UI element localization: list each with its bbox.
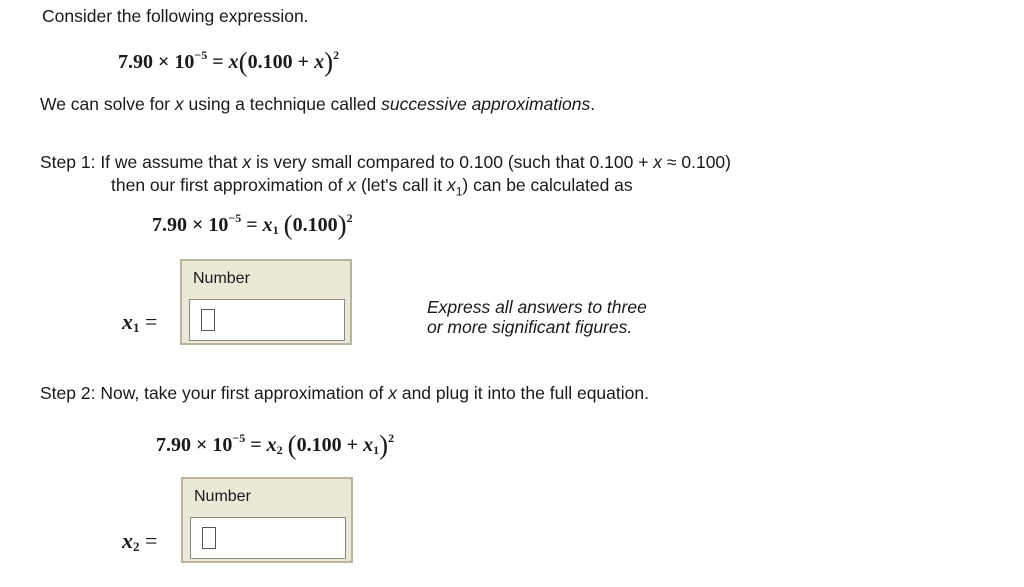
step2-text: Step 2: Now, take your first approximation of x and plug it into the full equation. xyxy=(40,383,649,403)
x1-answer-panel xyxy=(180,259,352,345)
input-cursor-icon xyxy=(202,527,216,549)
sig-figs-note: Express all answers to three or more significant figures. xyxy=(427,297,647,337)
method-text: We can solve for x using a technique called successive approximations. xyxy=(40,94,596,114)
step1-equation: $7.90 \times 10^{-5} = x_1$ $(0.100)^2$ xyxy=(152,210,353,240)
step1-text-line2: then our first approximation of x (let's call it $x_1$) can be calculated as xyxy=(111,175,633,199)
step1-text-line1: Step 1: If we assume that x is very small compared to 0.100 (such that 0.100 + x ≈ 0.100) xyxy=(40,152,731,172)
main-equation: $7.90 \times 10^{-5} = x(0.100 + x)^2$ xyxy=(118,47,340,77)
intro-text: Consider the following expression. xyxy=(42,6,309,26)
x2-input[interactable] xyxy=(190,517,346,559)
input-cursor-icon xyxy=(201,309,215,331)
x2-label: $x_2$ = xyxy=(122,528,158,554)
x1-input[interactable] xyxy=(189,299,345,341)
x1-label: $x_1$ = xyxy=(122,309,158,335)
step2-equation: $7.90 \times 10^{-5} = x_2$ $(0.100 + x_1)^2$ xyxy=(156,430,395,460)
number-label: Number xyxy=(194,488,251,505)
number-label: Number xyxy=(193,270,250,287)
x2-answer-panel xyxy=(181,477,353,563)
